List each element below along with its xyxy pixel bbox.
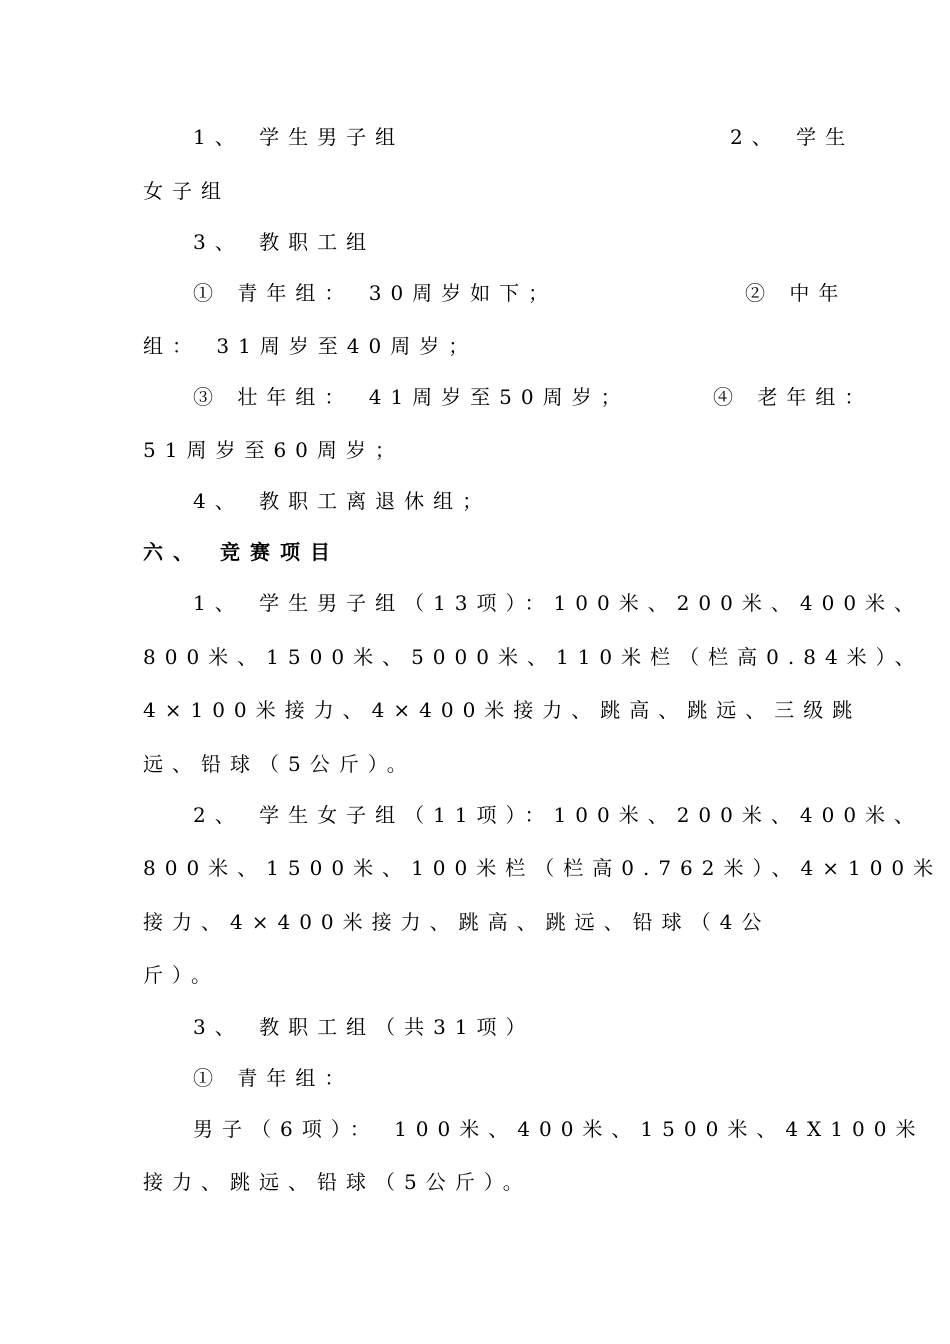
text-line: 斤）。: [143, 963, 220, 987]
group-item-student-male: 1、 学生男子组: [193, 125, 405, 149]
text-line: 800米、1500米、5000米、110米栏（栏高0.84米）、: [143, 645, 924, 669]
text-line: 远、铅球（5公斤）。: [143, 752, 416, 776]
events-student-female: 2、 学生女子组（11项）：100米、200米、400米、: [193, 803, 924, 827]
group-item-retired: 4、 教职工离退休组；: [193, 489, 492, 513]
events-student-male: 1、 学生男子组（13项）：100米、200米、400米、: [193, 591, 924, 615]
text-line: 接力、4×400米接力、跳高、跳远、铅球（4公: [143, 910, 771, 934]
text-line: 800米、1500米、100米栏（栏高0.762米）、4×100米: [143, 856, 943, 880]
age-group-senior-start: ④ 老年组：: [713, 385, 874, 409]
text-line: 4×100米接力、4×400米接力、跳高、跳远、三级跳: [143, 698, 862, 722]
text-line: 接力、跳远、铅球（5公斤）。: [143, 1170, 532, 1194]
age-group-prime: ③ 壮年组： 41周岁至50周岁；: [193, 385, 630, 409]
group-item-student-female-start: 2、 学生: [730, 125, 855, 149]
text-line: 女子组: [143, 179, 230, 203]
age-group-youth: ① 青年组： 30周岁如下；: [193, 281, 558, 305]
section-heading: 六、 竞赛项目: [143, 540, 340, 564]
group-item-staff: 3、 教职工组: [193, 230, 376, 254]
age-group-middle-start: ② 中年: [745, 281, 848, 305]
text-line: 51周岁至60周岁；: [143, 438, 404, 462]
events-staff-youth: ① 青年组：: [193, 1066, 354, 1090]
text-line: 组： 31周岁至40周岁；: [143, 334, 478, 358]
events-staff: 3、 教职工组（共31项）: [193, 1015, 535, 1039]
events-staff-youth-male: 男子（6项）： 100米、400米、1500米、4X100米: [193, 1117, 925, 1141]
